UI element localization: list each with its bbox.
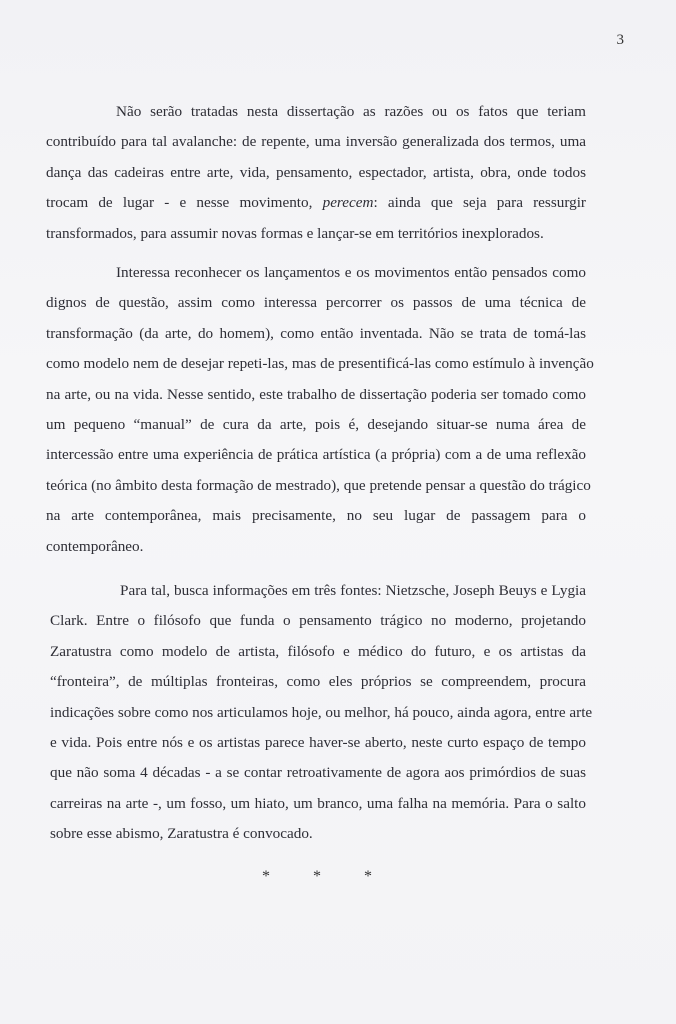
paragraph-3 <box>50 576 593 850</box>
line-start: trocam de lugar - e nesse movimento, <box>46 194 323 212</box>
separator-asterisk: * <box>313 868 321 885</box>
separator-asterisk: * <box>262 868 270 885</box>
paragraph-line: Interessa reconhecer os lançamentos e os movimentos então pensados como <box>116 264 586 281</box>
paragraph-line: carreiras na arte -, um fosso, um hiato, um branco, uma falha na memória. Para o salto <box>50 794 586 812</box>
section-separator <box>262 868 372 886</box>
paragraph-line: Zaratustra como modelo de artista, filósofo e médico do futuro, e os artistas da <box>50 642 586 660</box>
italic-word: perecem <box>322 194 374 212</box>
paragraph-line: “fronteira”, de múltiplas fronteiras, como eles próprios se compreendem, procura <box>50 673 586 691</box>
paragraph-line-with-italic <box>46 188 586 218</box>
line-end: : ainda que seja para ressurgir <box>373 194 586 212</box>
paragraph-line: contemporâneo. <box>46 537 144 555</box>
page-number: 3 <box>616 32 624 48</box>
paragraph-line: indicações sobre como nos articulamos hoje, ou melhor, há pouco, ainda agora, entre arte <box>50 703 593 721</box>
paragraph-2 <box>46 258 594 562</box>
paragraph-line: Não serão tratadas nesta dissertação as razões ou os fatos que teriam <box>116 103 586 120</box>
paragraph-line: transformados, para assumir novas formas e lançar-se em territórios inexplorados. <box>46 224 544 242</box>
paragraph-line: na arte contemporânea, mais precisamente, no seu lugar de passagem para o <box>46 507 586 525</box>
paragraph-line: teórica (no âmbito desta formação de mestrado), que pretende pensar a questão do trágico <box>46 476 591 494</box>
paragraph-line: Para tal, busca informações em três fontes: Nietzsche, Joseph Beuys e Lygia <box>120 582 586 599</box>
paragraph-1 <box>46 97 586 249</box>
paragraph-line: que não soma 4 décadas - a se contar retroativamente de agora aos primórdios de suas <box>50 764 586 782</box>
paragraph-line: transformação (da arte, do homem), como então inventada. Não se trata de tomá-las <box>46 324 586 342</box>
paragraph-line: e vida. Pois entre nós e os artistas parece haver-se aberto, neste curto espaço de tempo <box>50 734 586 752</box>
paragraph-line: Clark. Entre o filósofo que funda o pensamento trágico no moderno, projetando <box>50 612 586 630</box>
paragraph-line: intercessão entre uma experiência de prática artística (a própria) com a de uma reflexão <box>46 446 586 464</box>
paragraph-line: um pequeno “manual” de cura da arte, pois é, desejando situar-se numa área de <box>46 416 586 434</box>
paragraph-line: dignos de questão, assim como interessa percorrer os passos de uma técnica de <box>46 294 586 312</box>
paragraph-line: como modelo nem de desejar repeti-las, mas de presentificá-las como estímulo à invenção <box>46 355 594 373</box>
paragraph-line: sobre esse abismo, Zaratustra é convocado. <box>50 825 313 843</box>
paragraph-line: contribuído para tal avalanche: de repente, uma inversão generalizada dos termos, uma <box>46 133 586 151</box>
paragraph-line: dança das cadeiras entre arte, vida, pensamento, espectador, artista, obra, onde todos <box>46 163 586 181</box>
paragraph-line: na arte, ou na vida. Nesse sentido, este trabalho de dissertação poderia ser tomado como <box>46 385 586 403</box>
separator-asterisk: * <box>364 868 372 885</box>
